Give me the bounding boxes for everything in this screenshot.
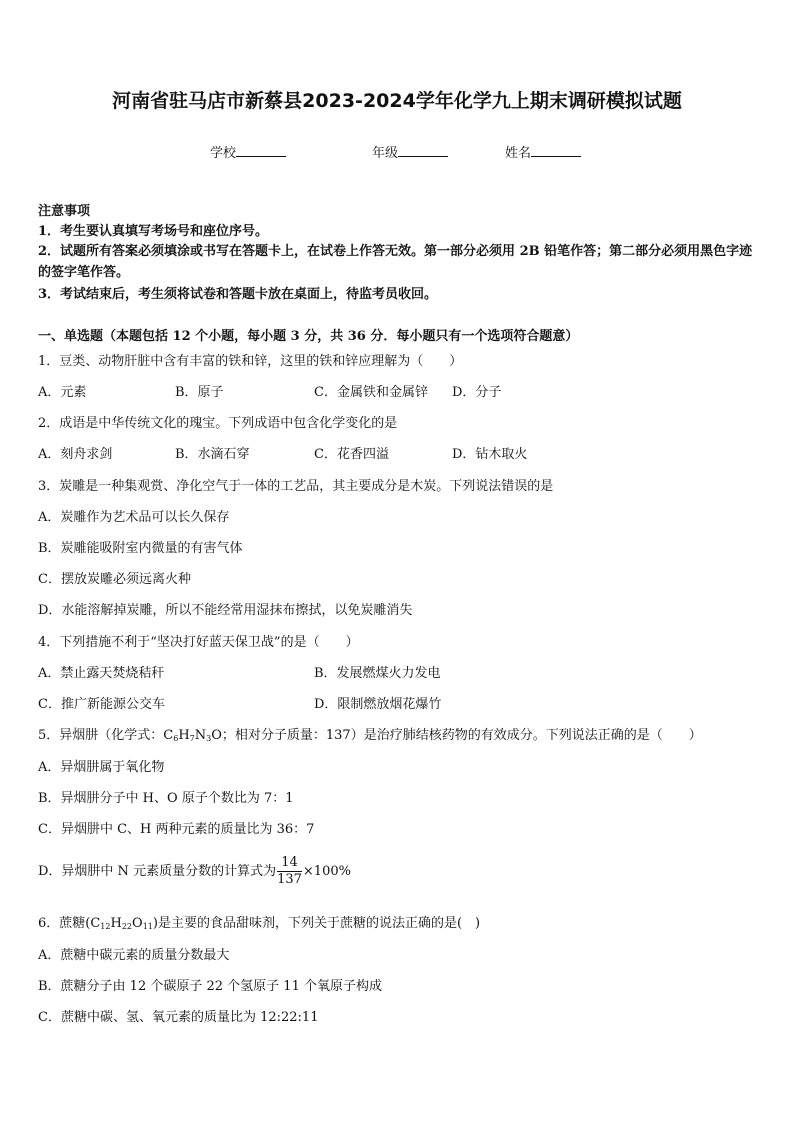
school-field: [210, 142, 286, 161]
school-blank: [236, 142, 286, 157]
q5-d-text: D．异烟肼中 N 元素质量分数的计算式为: [38, 864, 277, 879]
question-3-stem: 3．炭雕是一种集观赏、净化空气于一体的工艺品，其主要成分是木炭。下列说法错误的是: [38, 479, 554, 494]
question-1-option-d: D．分子: [452, 385, 502, 400]
q5-subscript: 6: [173, 734, 179, 743]
notes-item-1: 1．考生要认真填写考场号和座位序号。: [38, 224, 269, 239]
q5-stem-part: N: [194, 728, 207, 743]
question-2-option-b: B．水滴石穿: [175, 447, 250, 462]
fraction-numerator: 14: [277, 855, 302, 872]
notes-item-2: 2．试题所有答案必须填涂或书写在答题卡上，在试卷上作答无效。第一部分必须用 2B 铅笔作答；第二部分必须用黑色字迹的签字笔作答。: [38, 244, 753, 280]
grade-label: 年级: [372, 146, 399, 161]
question-6-stem: [38, 916, 480, 932]
school-label: 学校: [210, 146, 237, 161]
q6-stem-part: H: [110, 916, 122, 931]
question-2-option-d: D．钻木取火: [452, 447, 528, 462]
question-4-stem: 4．下列措施不利于“坚决打好蓝天保卫战”的是（ ）: [38, 635, 359, 650]
q5-stem-part: 5．异烟肼（化学式：C: [38, 728, 174, 743]
question-1-option-c: C．金属铁和金属锌: [314, 385, 428, 400]
question-5-stem: [38, 728, 702, 744]
name-blank: [531, 142, 581, 157]
fraction: [277, 855, 302, 888]
notes-heading: 注意事项: [38, 204, 91, 219]
question-1-option-b: B．原子: [175, 385, 224, 400]
q5-subscript: 7: [189, 734, 195, 743]
question-5-option-b: B．异烟肼分子中 H、O 原子个数比为 7：1: [38, 791, 294, 806]
q6-stem-part: 6．蔗糖(C: [38, 916, 101, 931]
q5-stem-part: H: [178, 728, 190, 743]
question-1-stem: 1．豆类、动物肝脏中含有丰富的铁和锌，这里的铁和锌应理解为（ ）: [38, 354, 463, 369]
grade-blank: [398, 142, 448, 157]
question-2-stem: 2．成语是中华传统文化的瑰宝。下列成语中包含化学变化的是: [38, 416, 398, 431]
q6-stem-part: )是主要的食品甜味剂，下列关于蔗糖的说法正确的是( ): [152, 916, 481, 931]
question-3-option-b: B．炭雕能吸附室内微量的有害气体: [38, 541, 243, 556]
question-3-option-a: A．炭雕作为艺术品可以长久保存: [38, 510, 230, 525]
grade-field: [372, 142, 448, 161]
question-5-option-d: [38, 855, 351, 888]
notes-item-3: 3．考试结束后，考生须将试卷和答题卡放在桌面上，待监考员收回。: [38, 287, 438, 302]
question-3-option-c: C．摆放炭雕必须远离火种: [38, 572, 191, 587]
fraction-denominator: 137: [277, 872, 302, 887]
section-heading: 一、单选题（本题包括 12 个小题，每小题 3 分，共 36 分．每小题只有一个选项符合题意）: [38, 329, 579, 344]
q5-subscript: 3: [206, 734, 212, 743]
q6-stem-part: O: [132, 916, 143, 931]
name-label: 姓名: [505, 146, 532, 161]
q6-subscript: 11: [142, 922, 153, 931]
q5-stem-part: O；相对分子质量：137）是治疗肺结核药物的有效成分。下列说法正确的是（ ）: [211, 728, 702, 743]
question-6-option-b: B．蔗糖分子由 12 个碳原子 22 个氢原子 11 个氧原子构成: [38, 979, 382, 994]
name-field: [505, 142, 581, 161]
question-3-option-d: D．水能溶解掉炭雕，所以不能经常用湿抹布擦拭，以免炭雕消失: [38, 603, 413, 618]
question-4-option-c: C．推广新能源公交车: [38, 697, 165, 712]
question-5-option-c: C．异烟肼中 C、H 两种元素的质量比为 36：7: [38, 822, 315, 837]
question-4-option-b: B．发展燃煤火力发电: [314, 666, 441, 681]
question-6-option-c: C．蔗糖中碳、氢、氧元素的质量比为 12:22:11: [38, 1010, 319, 1025]
page-title: 河南省驻马店市新蔡县2023-2024学年化学九上期末调研模拟试题: [112, 90, 682, 112]
question-1-option-a: A．元素: [38, 385, 87, 400]
question-4-option-a: A．禁止露天焚烧秸秆: [38, 666, 165, 681]
question-5-option-a: A．异烟肼属于氧化物: [38, 760, 165, 775]
q6-subscript: 12: [100, 922, 111, 931]
question-6-option-a: A．蔗糖中碳元素的质量分数最大: [38, 948, 230, 963]
question-2-option-c: C．花香四溢: [314, 447, 389, 462]
question-4-option-d: D．限制燃放烟花爆竹: [314, 697, 442, 712]
question-2-option-a: A．刻舟求剑: [38, 447, 113, 462]
q6-subscript: 22: [121, 922, 133, 931]
q5-d-suffix: ×100%: [302, 864, 351, 879]
